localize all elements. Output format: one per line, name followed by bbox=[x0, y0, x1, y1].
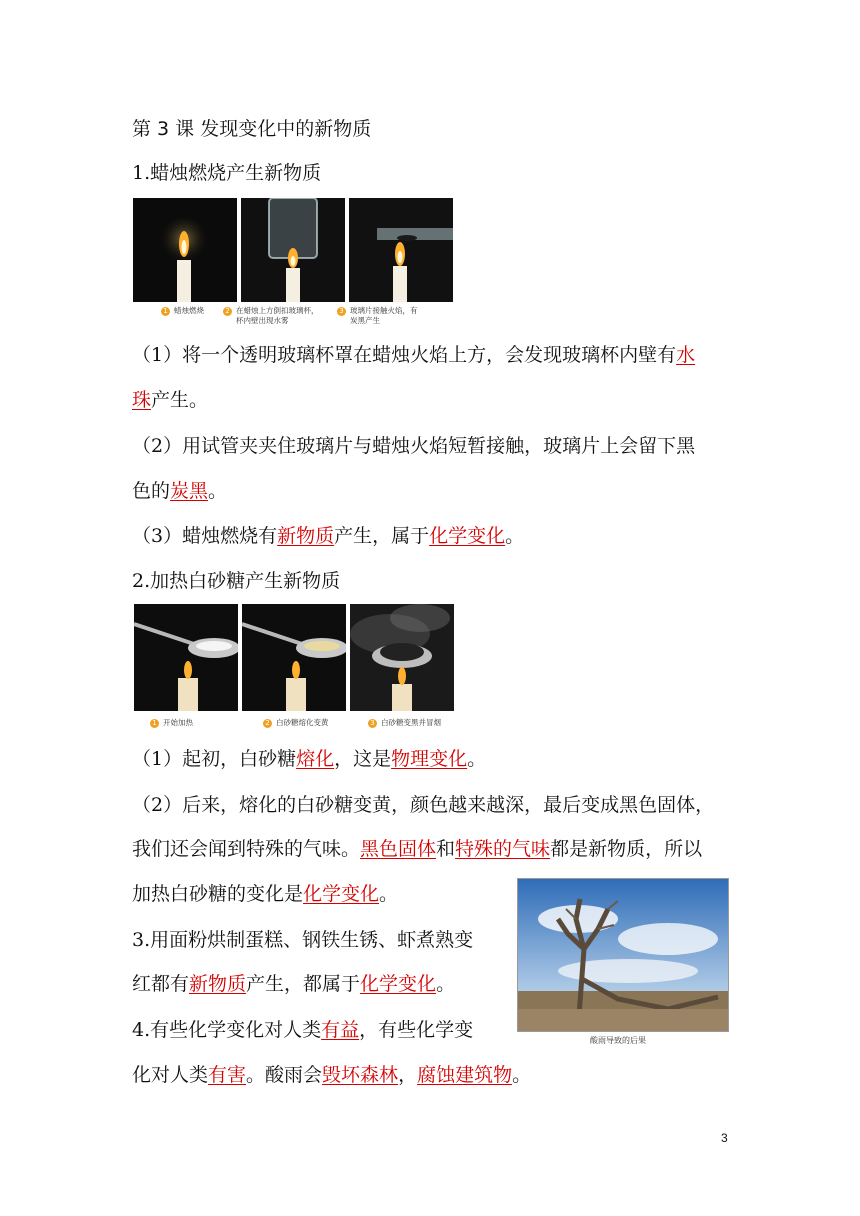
section1-heading: 1.蜡烛燃烧产生新物质 bbox=[132, 162, 322, 184]
sugar-start-heating-photo bbox=[134, 604, 238, 711]
candle-caption-3: 3 玻璃片接触火焰，有炭黑产生 bbox=[323, 306, 431, 326]
s2-para2-line3: 加热白砂糖的变化是化学变化。 bbox=[132, 883, 399, 905]
s1-para2-line1: （2）用试管夹夹住玻璃片与蜡烛火焰短暂接触，玻璃片上会留下黑 bbox=[132, 435, 696, 457]
lesson-title: 第 3 课 发现变化中的新物质 bbox=[132, 118, 372, 140]
sugar-blackened-photo bbox=[350, 604, 454, 711]
acid-rain-caption: 酸雨导致的后果 bbox=[590, 1036, 646, 1045]
s1-para1-line2: 珠产生。 bbox=[132, 389, 209, 411]
candle-caption-2: 2 在蜡烛上方倒扣玻璃杯，杯内壁出现水雾 bbox=[215, 306, 323, 326]
sugar-caption-1: 1 开始加热 bbox=[134, 718, 245, 728]
candle-glass-cup-photo bbox=[241, 198, 345, 302]
acid-rain-photo bbox=[517, 878, 729, 1032]
s2-para2-line1: （2）后来，熔化的白砂糖变黄，颜色越来越深，最后变成黑色固体， bbox=[132, 794, 715, 816]
sugar-melting-photo bbox=[242, 604, 346, 711]
s1-para3: （3）蜡烛燃烧有新物质产生，属于化学变化。 bbox=[132, 525, 525, 547]
section2-heading: 2.加热白砂糖产生新物质 bbox=[132, 570, 341, 592]
s1-para1-line1: （1）将一个透明玻璃杯罩在蜡烛火焰上方，会发现玻璃杯内壁有水 bbox=[132, 344, 696, 366]
s2-para2-line2: 我们还会闻到特殊的气味。黑色固体和特殊的气味都是新物质，所以 bbox=[132, 838, 703, 860]
s4-line2: 化对人类有害。酸雨会毁坏森林，腐蚀建筑物。 bbox=[132, 1064, 532, 1086]
candle-caption-1: 1 蜡烛燃烧 bbox=[133, 306, 241, 326]
candle-photo-strip bbox=[133, 198, 453, 302]
sugar-photo-strip bbox=[134, 604, 454, 711]
s3-line1: 3.用面粉烘制蛋糕、钢铁生锈、虾煮熟变 bbox=[132, 929, 474, 951]
sugar-caption-3: 3 白砂糖变黑并冒烟 bbox=[356, 718, 467, 728]
candle-burning-photo bbox=[133, 198, 237, 302]
s2-para1: （1）起初，白砂糖熔化，这是物理变化。 bbox=[132, 748, 487, 770]
candle-caption-row bbox=[133, 306, 431, 326]
s1-para2-line2: 色的炭黑。 bbox=[132, 480, 228, 502]
sugar-caption-2: 2 白砂糖熔化变黄 bbox=[245, 718, 356, 728]
s4-line1: 4.有些化学变化对人类有益，有些化学变 bbox=[132, 1019, 474, 1041]
page-number: 3 bbox=[721, 1131, 728, 1145]
candle-glass-slide-photo bbox=[349, 198, 453, 302]
sugar-caption-row bbox=[134, 718, 467, 728]
s3-line2: 红都有新物质产生，都属于化学变化。 bbox=[132, 973, 456, 995]
